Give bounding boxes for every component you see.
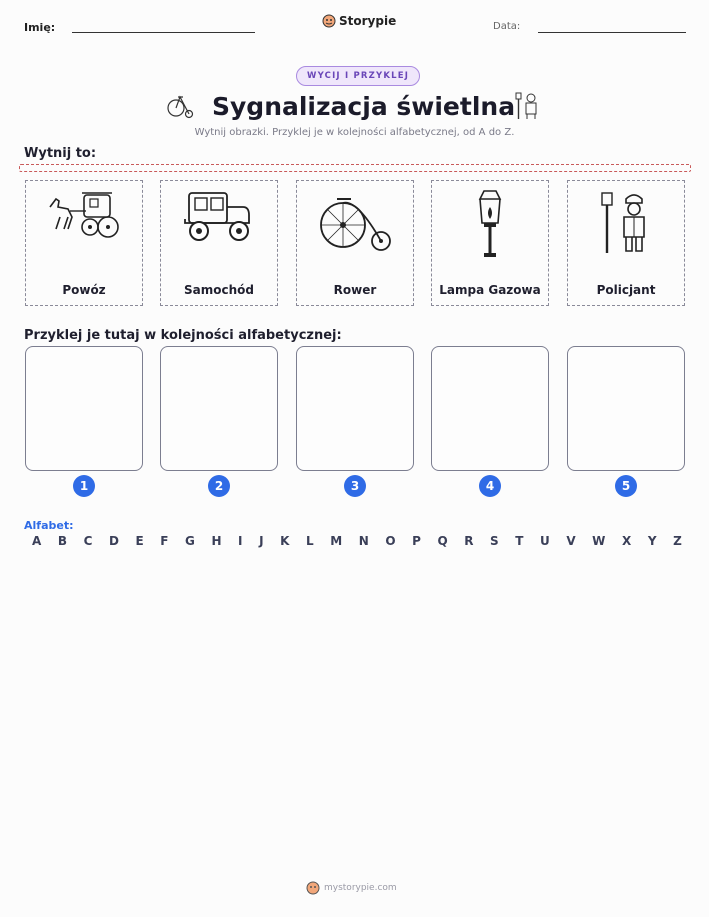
alphabet-letter: B [57,534,68,548]
name-label: Imię: [24,21,56,34]
order-number-4: 4 [479,475,501,497]
carriage-icon [46,189,122,241]
cut-card-rower[interactable] [296,180,414,306]
alphabet-letter: D [108,534,119,548]
cut-card-powoz[interactable] [25,180,143,306]
policeman-icon [596,189,656,255]
paste-box-5[interactable] [567,346,685,471]
alphabet-letter: U [540,534,550,548]
footer [306,881,397,895]
paste-box-3[interactable] [296,346,414,471]
alphabet-letter: F [160,534,169,548]
paste-heading: Przyklej je tutaj w kolejności alfabetycznej: [24,328,342,343]
alphabet-letter: I [238,534,243,548]
alphabet-label: Alfabet: [24,519,74,532]
alphabet-letter: E [135,534,144,548]
alphabet-letter: T [515,534,524,548]
alphabet-letter: P [412,534,421,548]
date-label: Data: [493,21,521,32]
alphabet-letter: G [185,534,195,548]
brand-logo [322,14,396,28]
alphabet-letter: S [490,534,499,548]
alphabet-letter: N [358,534,369,548]
cut-heading: Wytnij to: [24,146,97,161]
card-label: Lampa Gazowa [439,283,541,297]
date-line[interactable] [538,32,686,33]
paste-box-1[interactable] [25,346,143,471]
card-label: Policjant [596,283,656,297]
card-label: Powóz [62,283,106,297]
page-title: Sygnalizacja świetlna [212,92,516,121]
footer-url[interactable]: mystorypie.com [324,883,397,893]
alphabet-letter: Y [647,534,657,548]
cut-card-policjant[interactable] [567,180,685,306]
cut-card-samochod[interactable] [160,180,278,306]
car-icon [181,189,257,245]
cut-card-lampa-gazowa[interactable] [431,180,549,306]
paste-box-4[interactable] [431,346,549,471]
alphabet-letter: O [385,534,396,548]
order-number-3: 3 [344,475,366,497]
alphabet-letter: Z [673,534,682,548]
cut-line [19,164,691,172]
gas-lamp-icon [470,189,510,259]
storypie-logo-icon [322,14,336,28]
alphabet-letter: C [83,534,93,548]
alphabet-letter: M [330,534,343,548]
card-label: Rower [333,283,377,297]
policeman-lamp-icon [512,90,540,120]
alphabet-letter: H [211,534,222,548]
alphabet-letter: Q [437,534,448,548]
alphabet-letter: X [621,534,632,548]
bicycle-icon [166,92,194,120]
order-number-1: 1 [73,475,95,497]
penny-farthing-icon [317,189,393,253]
alphabet-letter: R [464,534,474,548]
alphabet-letter: W [592,534,606,548]
order-number-5: 5 [615,475,637,497]
instructions: Wytnij obrazki. Przyklej je w kolejności alfabetycznej, od A do Z. [194,127,515,138]
alphabet-row [32,534,682,548]
activity-badge: WYCIJ I PRZYKLEJ [296,66,420,86]
order-number-2: 2 [208,475,230,497]
alphabet-letter: L [305,534,314,548]
name-line[interactable] [72,32,255,33]
card-label: Samochód [184,283,254,297]
paste-box-2[interactable] [160,346,278,471]
alphabet-letter: V [566,534,576,548]
brand-name: Storypie [339,14,397,28]
alphabet-letter: A [32,534,42,548]
alphabet-letter: K [280,534,290,548]
storypie-logo-icon [306,881,320,895]
alphabet-letter: J [259,534,264,548]
